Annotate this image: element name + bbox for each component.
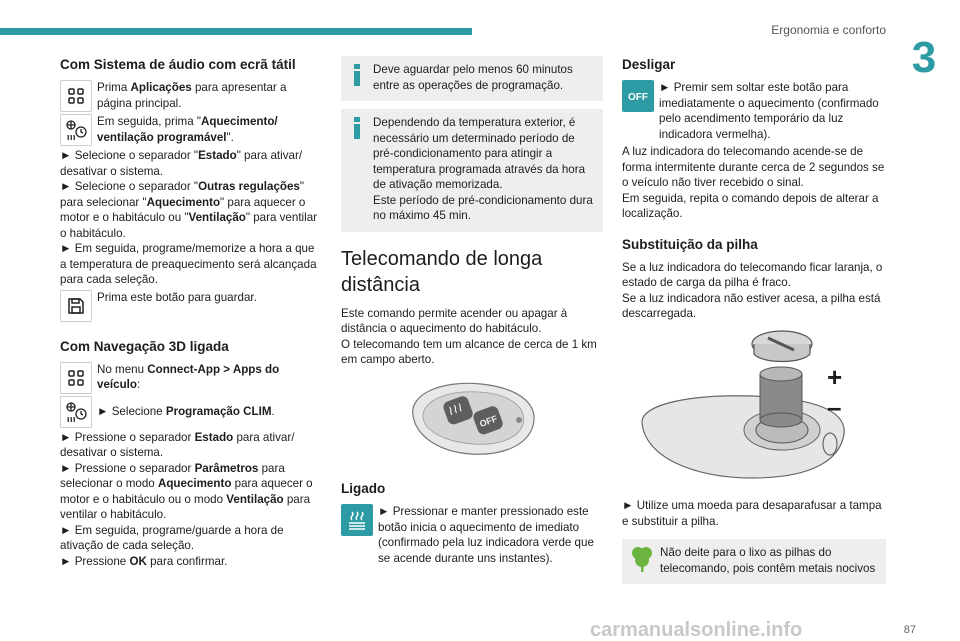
negative-terminal-label: –	[827, 391, 842, 422]
term: Ventilação	[188, 211, 246, 224]
save-icon	[60, 290, 92, 322]
positive-terminal-label: +	[827, 361, 843, 392]
column-left	[60, 50, 322, 569]
chapter-number: 3	[911, 33, 937, 82]
audio-step-climate	[60, 114, 322, 146]
climate-clock-icon	[60, 396, 92, 428]
nav-step-clim-text	[97, 396, 275, 420]
apps-grid-icon	[60, 80, 92, 112]
term: Connect-App > Apps do veículo	[97, 362, 280, 391]
term: Ventilação	[226, 492, 284, 506]
term: Programação CLIM	[165, 404, 272, 418]
text-span: ► Selecione o separador "	[60, 180, 199, 193]
audio-step-save-text: Prima este botão para guardar.	[97, 290, 257, 304]
audio-step-save	[60, 290, 322, 322]
info-icon	[350, 64, 364, 86]
nav-instruction-program: ► Em seguida, programe/guarde a hora de ativação de cada seleção.	[60, 523, 284, 552]
environment-note-text: Não deite para o lixo as pilhas do telecomando, pois contêm metais nocivos	[660, 546, 876, 575]
heater-on-icon	[341, 504, 373, 536]
nav-step-menu-text	[97, 362, 322, 393]
off-step-text: ► Premir sem soltar este botão para imediatamente o aquecimento (confirmado pelo acendimento temporário da luz indicadora vermelha).	[659, 81, 879, 141]
climate-clock-icon	[60, 114, 92, 146]
battery-illustration	[632, 330, 886, 495]
nav-heading: Com Navegação 3D ligada	[60, 338, 229, 354]
section-title: Ergonomia e conforto	[771, 23, 886, 37]
term: Aquecimento	[157, 477, 232, 490]
audio-instruction-program: ► Em seguida, programe/memorize a hora a que a temperatura de preaquecimento será alcançada para cada seleção.	[60, 242, 317, 286]
on-step	[341, 504, 603, 566]
nav-instruction-ok	[60, 554, 322, 570]
nav-step-clim	[60, 396, 322, 428]
text-span: ► Pressione o separador	[60, 461, 195, 475]
term: OK	[129, 554, 147, 568]
battery-heading: Substituição da pilha	[622, 236, 758, 252]
off-repeat-text: Em seguida, repita o comando depois de alterar a localização.	[622, 191, 879, 220]
text-span: " para ventilar o habitáculo.	[60, 211, 318, 240]
remote-heading: Telecomando de longa distância	[341, 247, 543, 296]
term: Estado	[198, 149, 237, 162]
page-number: 87	[903, 623, 916, 636]
text-span: para ventilar o habitáculo.	[60, 492, 311, 521]
column-right	[622, 50, 886, 592]
text-span: ".	[226, 130, 234, 144]
off-step	[622, 80, 886, 142]
audio-step-apps	[60, 80, 322, 112]
text-span: para aquecer o motor e o habitáculo ou o modo	[60, 477, 313, 506]
off-icon-label: OFF	[628, 92, 648, 103]
header-accent-bar	[0, 28, 472, 35]
on-step-text: ► Pressionar e manter pressionado este botão inicia o aquecimento de imediato (confirmado pela luz indicadora verde que se acende durante uns instantes).	[378, 505, 594, 565]
audio-instruction-status	[60, 148, 322, 179]
environment-note	[622, 539, 886, 584]
on-heading: Ligado	[341, 481, 386, 496]
text-span: Em seguida, prima "	[97, 115, 201, 128]
battery-instruction: ► Utilize uma moeda para desaparafusar a tampa e substituir a pilha.	[622, 499, 882, 528]
off-blink-text: A luz indicadora do telecomando acende-se de forma intermitente durante cerca de 2 segundos se o veículo não tiver recebido o sinal.	[622, 145, 885, 189]
text-span: ► Pressione o separador	[60, 430, 195, 444]
text-span: No menu	[97, 362, 148, 376]
text-span: " para aquecer o motor e o habitáculo ou "	[60, 195, 306, 224]
audio-step-apps-text	[97, 80, 322, 111]
battery-low-text: Se a luz indicadora do telecomando ficar laranja, o estado de carga da pilha é fraco.	[622, 260, 883, 289]
text-span: para selecionar o modo	[60, 461, 285, 490]
info-icon	[350, 117, 364, 139]
battery-empty-text: Se a luz indicadora não estiver acesa, a pilha está descarregada.	[622, 291, 881, 320]
text-span: :	[136, 378, 141, 391]
info-note-duration-text-b: Este período de pré-condicionamento dura no máximo 45 min.	[373, 193, 593, 222]
apps-grid-icon	[60, 362, 92, 394]
text-span: ► Selecione o separador "	[60, 149, 199, 162]
off-button-icon	[622, 80, 654, 112]
remote-illustration	[401, 376, 603, 467]
nav-instruction-status	[60, 430, 322, 461]
info-note-interval	[341, 56, 603, 101]
off-heading: Desligar	[622, 57, 676, 72]
text-span: para ativar/ desativar o sistema.	[60, 430, 295, 459]
audio-instruction-other	[60, 179, 322, 241]
apps-term: Aplicações	[130, 81, 192, 94]
term: Parâmetros	[194, 461, 259, 475]
text-span: ► Pressione	[60, 554, 130, 568]
text-span: para confirmar.	[146, 554, 228, 568]
column-middle	[341, 50, 603, 568]
term: Aquecimento	[146, 195, 221, 209]
info-note-interval-text: Deve aguardar pelo menos 60 minutos entre as operações de programação.	[373, 63, 573, 92]
text-span: " para ativar/ desativar o sistema.	[60, 149, 303, 178]
remote-range: O telecomando tem um alcance de cerca de 1 km em campo aberto.	[341, 337, 597, 366]
text-span: ► Selecione	[97, 404, 166, 418]
text-span: .	[271, 404, 275, 418]
term: Outras regulações	[198, 180, 300, 193]
audio-heading: Com Sistema de áudio com ecrã tátil	[60, 57, 296, 72]
nav-instruction-params	[60, 461, 322, 523]
text-span: Prima	[97, 81, 131, 94]
info-note-duration-text-a: Dependendo da temperatura exterior, é necessário um determinado período de pré-condicionamento para atingir a temperatura programada através da hora de ativação memorizada.	[373, 116, 586, 191]
term: Estado	[194, 430, 234, 444]
climate-term: Aquecimento/ ventilação programável	[97, 115, 278, 144]
environment-leaf-icon	[631, 545, 653, 573]
watermark: carmanualsonline.info	[590, 618, 803, 641]
nav-step-menu	[60, 362, 322, 394]
text-span: para apresentar a página principal.	[97, 81, 287, 110]
remote-description: Este comando permite acender ou apagar à distância o aquecimento do habitáculo.	[341, 306, 568, 335]
audio-step-climate-text	[97, 114, 322, 145]
text-span: " para selecionar "	[60, 180, 304, 209]
remote-off-label: OFF	[478, 413, 499, 429]
info-note-duration	[341, 109, 603, 232]
